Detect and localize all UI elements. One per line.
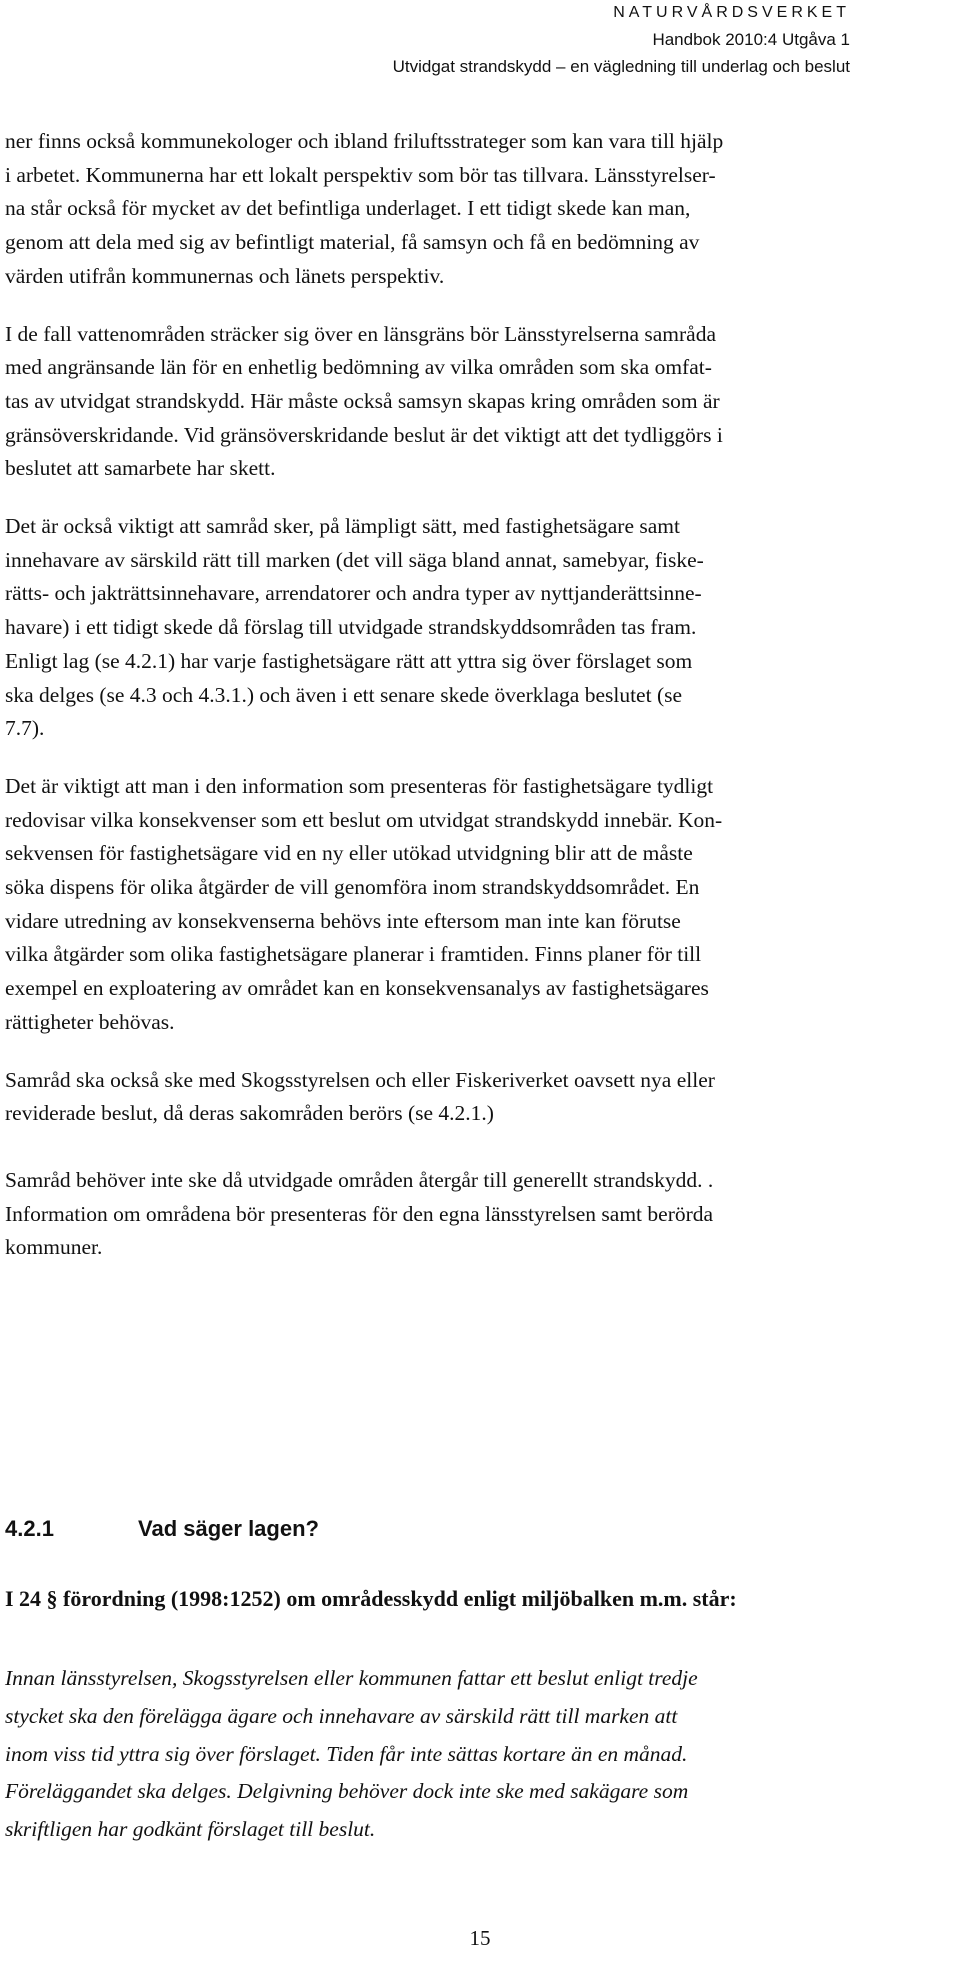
paragraph: Samråd behöver inte ske då utvidgade områden återgår till generellt strandskydd. . Information om områdena bör presenteras för den egna länsstyrelsen samt berörda kommuner. bbox=[5, 1167, 714, 1260]
paragraph: Det är också viktigt att samråd sker, på lämpligt sätt, med fastighetsägare samt innehavare av särskild rätt till marken (det vill säga bland annat, samebyar, fiske- rätts- och jakträttsinnehavare, arrendatorer och andra typer av nyttjanderättsinne- havare) i ett tidigt skede då förslag till utvidgade strandskyddsområden tas fram. Enligt lag (se 4.2.1) har varje fastighetsägare rätt att yttra sig över förslaget som ska delges (se 4.3 och 4.3.1.) och även i ett senare skede överklaga beslutet (se 7.7). bbox=[5, 514, 704, 741]
section-number: 4.2.1 bbox=[5, 1516, 54, 1541]
law-reference: I 24 § förordning (1998:1252) om områdesskydd enligt miljöbalken m.m. står: bbox=[5, 1586, 737, 1611]
page-number: 15 bbox=[469, 1926, 491, 1950]
page-header bbox=[393, 0, 850, 80]
handbook-reference: Handbok 2010:4 Utgåva 1 bbox=[652, 30, 850, 49]
law-quote: Innan länsstyrelsen, Skogsstyrelsen eller kommunen fattar ett beslut enligt tredje stycket ska den förelägga ägare och innehavare av särskild rätt till marken att inom viss tid yttra sig över förslaget. Tiden får inte sättas kortare än en månad. Föreläggandet ska delges. Delgivning behöver dock inte ske med sakägare som skriftligen har godkänt förslaget till beslut. bbox=[5, 1666, 698, 1842]
section-title: Vad säger lagen? bbox=[138, 1516, 319, 1541]
document-subtitle: Utvidgat strandskydd – en vägledning till underlag och beslut bbox=[392, 57, 850, 76]
paragraph: ner finns också kommunekologer och ibland friluftsstrateger som kan vara till hjälp i arbetet. Kommunerna har ett lokalt perspektiv som bör tas tillvara. Länsstyrelser- na står också för mycket av det befintliga underlaget. I ett tidigt skede kan man, genom att dela med sig av befintligt material, få samsyn och få en bedömning av värden utifrån kommunernas och länets perspektiv. bbox=[5, 129, 724, 288]
paragraph: I de fall vattenområden sträcker sig över en länsgräns bör Länsstyrelserna samråda med angränsande län för en enhetlig bedömning av vilka områden som ska omfat- tas av utvidgat strandskydd. Här måste också samsyn skapas kring områden som är gränsöverskridande. Vid gränsöverskridande beslut är det viktigt att det tydliggörs i beslutet att samarbete har skett. bbox=[5, 321, 723, 481]
body-text bbox=[5, 125, 955, 1265]
publisher-name: NATURVÅRDSVERKET bbox=[613, 4, 850, 21]
paragraph: Det är viktigt att man i den information som presenteras för fastighetsägare tydligt redovisar vilka konsekvenser som ett beslut om utvidgat strandskydd innebär. Kon- sekvensen för fastighetsägare vid en ny eller utökad utvidgning blir att de måste söka dispens för olika åtgärder de vill genomföra inom strandskyddsområdet. En vidare utredning av konsekvenserna behövs inte eftersom man inte kan förutse vilka åtgärder som olika fastighetsägare planerar i framtiden. Finns planer för till exempel en exploatering av området kan en konsekvensanalys av fastighetsägares rättigheter behövas. bbox=[5, 773, 723, 1034]
paragraph: Samråd ska också ske med Skogsstyrelsen och eller Fiskeriverket oavsett nya eller reviderade beslut, då deras sakområden berörs (se 4.2.1.) bbox=[5, 1067, 715, 1126]
section-heading bbox=[5, 1516, 319, 1542]
